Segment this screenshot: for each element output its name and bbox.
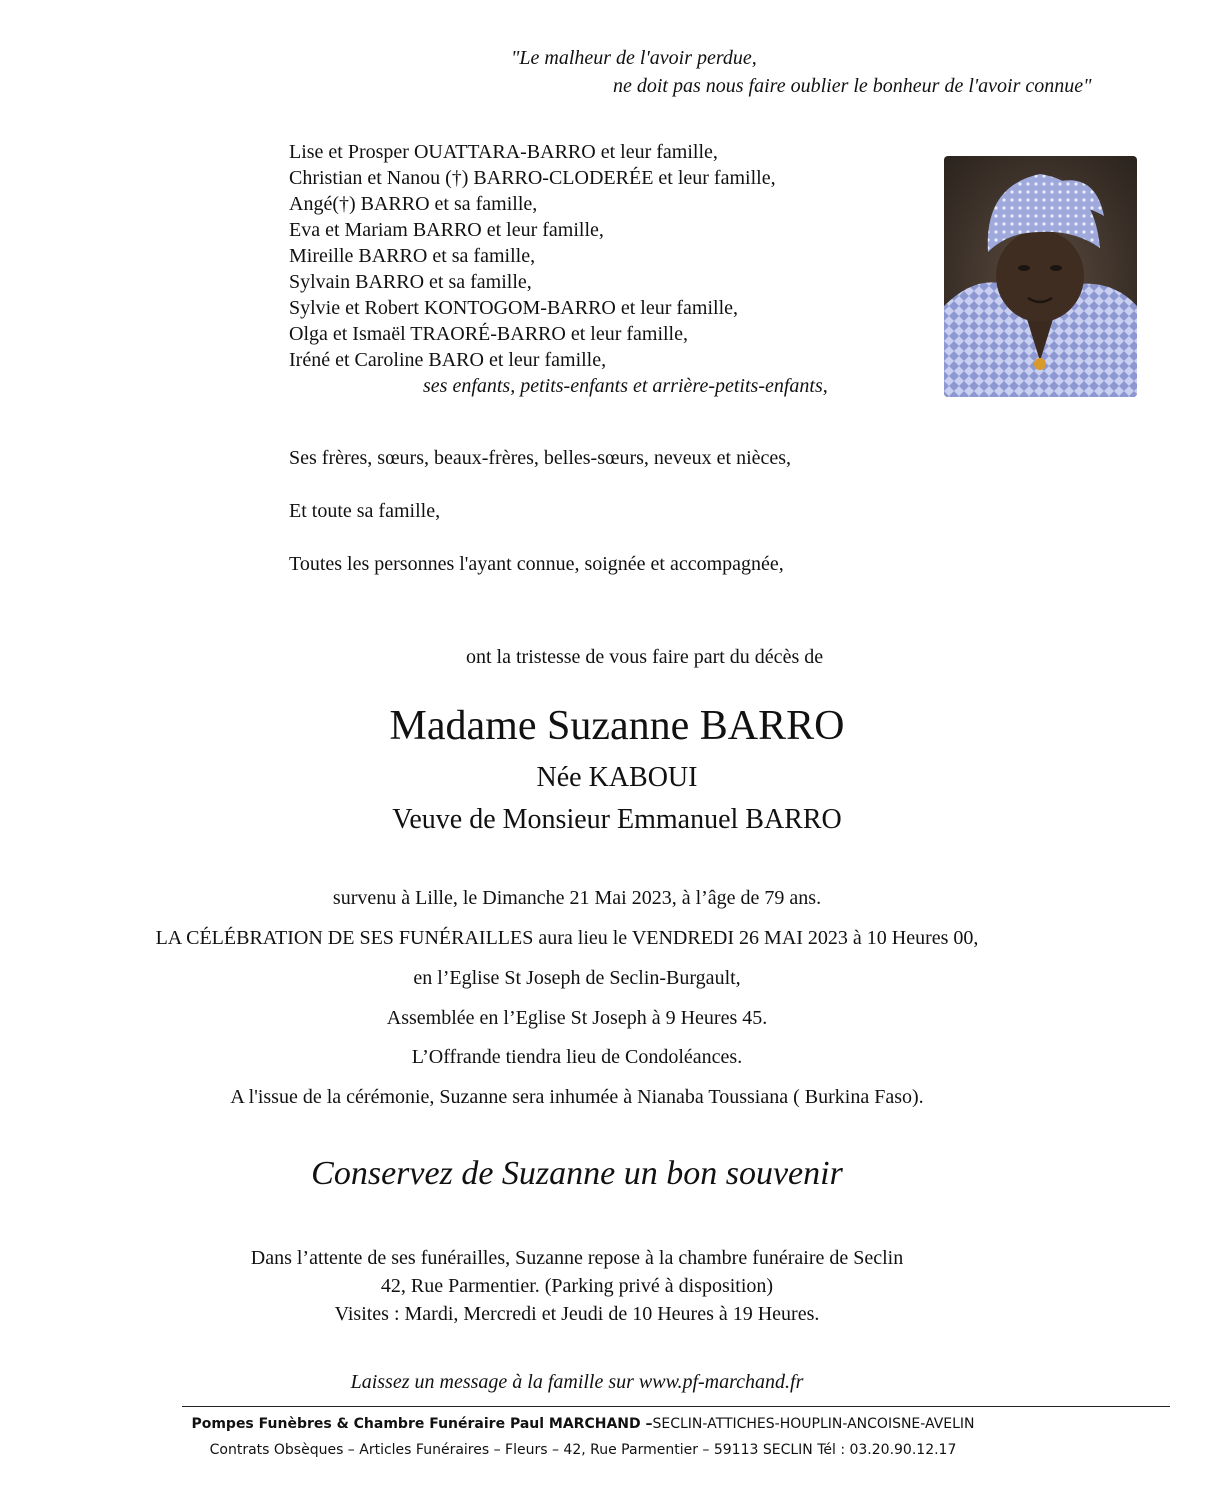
deceased-name: Madame Suzanne BARRO [389, 703, 845, 749]
family-line: Mireille BARRO et sa famille, [289, 245, 536, 267]
footer-divider [182, 1406, 1170, 1407]
family-line: Lise et Prosper OUATTARA-BARRO et leur famille, [289, 141, 718, 163]
footer-company-line [0, 1413, 1190, 1435]
souvenir-text: Conservez de Suzanne un bon souvenir [311, 1155, 843, 1192]
announcement-text: ont la tristesse de vous faire part du décès de [466, 646, 824, 668]
footer-company: Pompes Funèbres & Chambre Funéraire Paul MARCHAND – [191, 1416, 653, 1432]
family-line: Sylvain BARRO et sa famille, [289, 271, 532, 293]
family-line: Olga et Ismaël TRAORÉ-BARRO et leur famille, [289, 323, 688, 345]
assembly-details: Assemblée en l’Eglise St Joseph à 9 Heures 45. [386, 1007, 768, 1029]
death-details: survenu à Lille, le Dimanche 21 Mai 2023, à l’âge de 79 ans. [332, 887, 822, 909]
relatives-siblings: Ses frères, sœurs, beaux-frères, belles-sœurs, neveux et nièces, [289, 447, 792, 469]
family-line: Eva et Mariam BARRO et leur famille, [289, 219, 604, 241]
repose-line-2: 42, Rue Parmentier. (Parking privé à disposition) [380, 1275, 774, 1297]
relatives-family: Et toute sa famille, [289, 500, 441, 522]
funeral-details: LA CÉLÉBRATION DE SES FUNÉRAILLES aura lieu le VENDREDI 26 MAI 2023 à 10 Heures 00, [155, 927, 979, 949]
repose-line-3: Visites : Mardi, Mercredi et Jeudi de 10 Heures à 19 Heures. [334, 1303, 820, 1325]
footer-locations: SECLIN-ATTICHES-HOUPLIN-ANCOISNE-AVELIN [652, 1416, 975, 1432]
family-subtitle: ses enfants, petits-enfants et arrière-petits-enfants, [423, 375, 828, 397]
deceased-widow-of: Veuve de Monsieur Emmanuel BARRO [392, 804, 842, 835]
portrait-photo [944, 156, 1137, 397]
footer-contracts: Contrats Obsèques – Articles Funéraires – Fleurs – 42, Rue Parmentier – 59113 SECLIN Tél : 03.20.90.12.17 [209, 1442, 957, 1458]
repose-line-1: Dans l’attente de ses funérailles, Suzanne repose à la chambre funéraire de Seclin [250, 1247, 904, 1269]
family-list [289, 139, 929, 399]
family-line: Sylvie et Robert KONTOGOM-BARRO et leur famille, [289, 297, 739, 319]
church-details: en l’Eglise St Joseph de Seclin-Burgault, [413, 967, 741, 989]
family-line: Christian et Nanou (†) BARRO-CLODERÉE et leur famille, [289, 167, 776, 189]
family-line: Angé(†) BARRO et sa famille, [289, 193, 538, 215]
family-line: Iréné et Caroline BARO et leur famille, [289, 349, 607, 371]
relatives-others: Toutes les personnes l'ayant connue, soignée et accompagnée, [289, 553, 784, 575]
quote-line-1: "Le malheur de l'avoir perdue, [511, 47, 757, 69]
deceased-maiden-name: Née KABOUI [536, 762, 698, 793]
message-link-text: Laissez un message à la famille sur www.pf-marchand.fr [350, 1371, 804, 1393]
quote-line-2: ne doit pas nous faire oublier le bonheur de l'avoir connue" [613, 75, 1092, 97]
burial-details: A l'issue de la cérémonie, Suzanne sera inhumée à Nianaba Toussiana ( Burkina Faso). [230, 1086, 924, 1108]
offering-details: L’Offrande tiendra lieu de Condoléances. [411, 1046, 743, 1068]
